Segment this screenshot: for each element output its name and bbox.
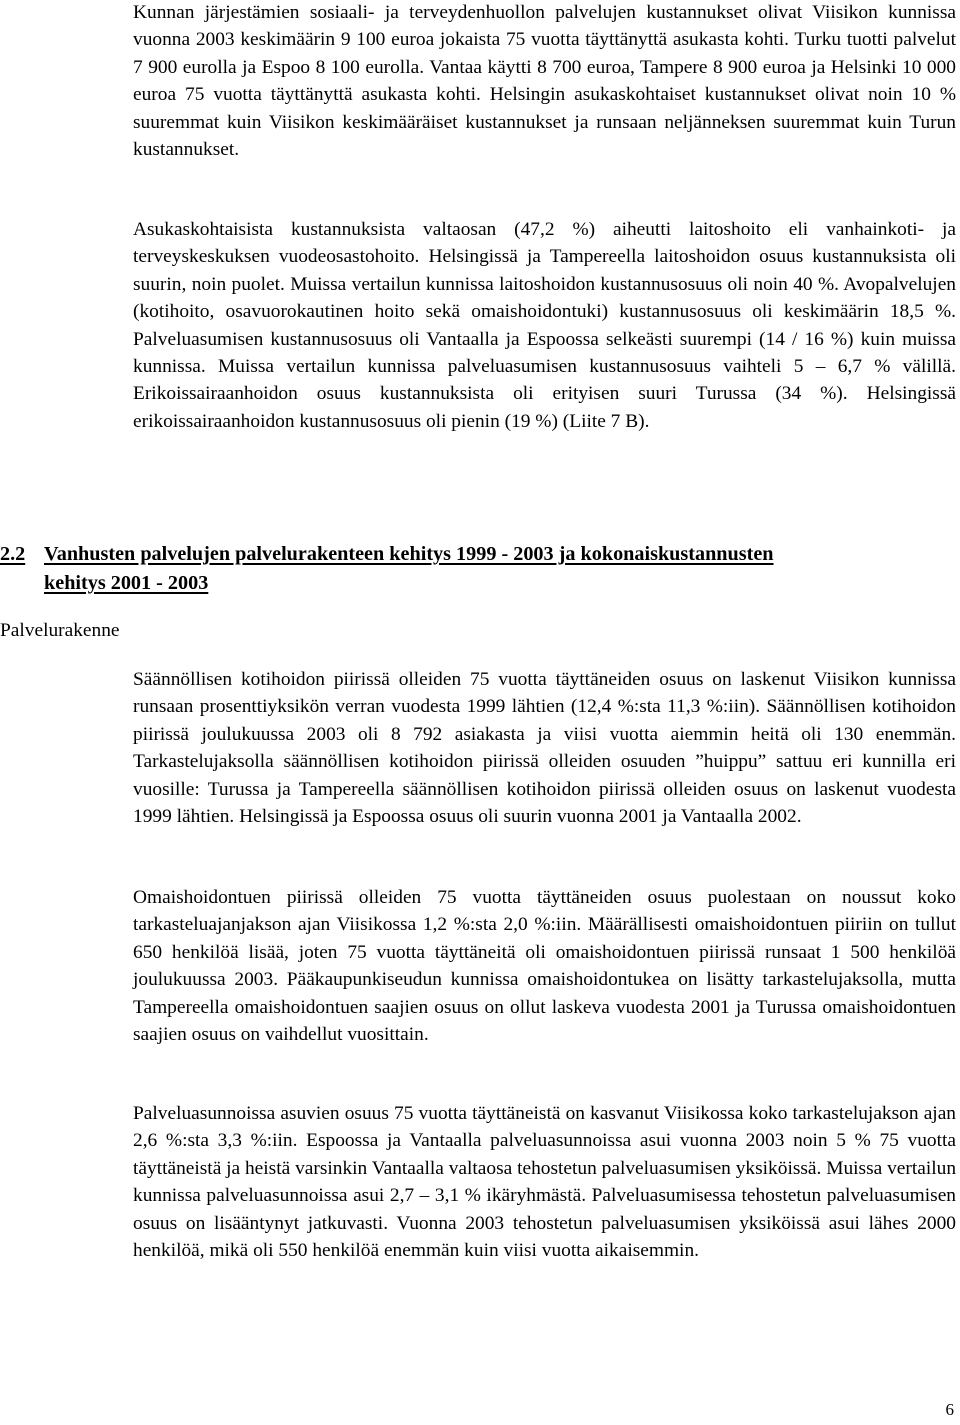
paragraph-cost-breakdown: Asukaskohtaisista kustannuksista valtaosan (47,2 %) aiheutti laitoshoito eli vanhainkoti- ja terveyskeskuksen vuodeosastohoito. Helsingissä ja Tampereella laitoshoidon osuus kustannuksista oli suurin, noin puolet. Muissa vertailun kunnissa laitoshoidon kustannusosuus oli noin 40 %. Avopalvelujen (kotihoito, osavuorokautinen hoito sekä omaishoidontuki) kustannusosuus oli keskimäärin 18,5 %. Palveluasumisen kustannusosuus oli Vantaalla ja Espoossa selkeästi suurempi (14 / 16 %) kuin muissa kunnissa. Muissa vertailun kunnissa palveluasumisen kustannusosuus vaihteli 5 – 6,7 % välillä. Erikoissairaanhoidon osuus kustannuksista oli erityisen suuri Turussa (34 %). Helsingissä erikoissairaanhoidon kustannusosuus oli pienin (19 %) (Liite 7 B).	[133, 219, 956, 432]
paragraph-service-housing: Palveluasunnoissa asuvien osuus 75 vuotta täyttäneistä on kasvanut Viisikossa koko tarkastelujakson ajan 2,6 %:sta 3,3 %:iin. Espoossa ja Vantaalla palveluasunnoissa asui vuonna 2003 noin 5 % 75 vuotta täyttäneistä ja heistä varsinkin Vantaalla valtaosa tehostetun palveluasumisen yksiköissä. Muissa vertailun kunnissa palveluasunnoissa asui 2,7 – 3,1 % ikäryhmästä. Palveluasumisessa tehostetun palveluasumisen osuus on lisääntynyt jatkuvasti. Vuonna 2003 tehostetun palveluasumisen yksiköissä asui lähes 2000 henkilöä, mikä oli 550 henkilöä enemmän kuin viisi vuotta aikaisemmin.	[133, 1103, 957, 1262]
paragraph-home-care: Säännöllisen kotihoidon piirissä olleiden 75 vuotta täyttäneiden osuus on laskenut Viisikon kunnissa runsaan prosenttiyksikön verran vuodesta 1999 lähtien (12,4 %:sta 11,3 %:iin). Säännöllisen kotihoidon piirissä joulukuussa 2003 oli 8 792 asiakasta ja viisi vuotta aiemmin heitä oli 130 enemmän. Tarkastelujaksolla säännöllisen kotihoidon piirissä olleiden osuuden ”huippu” sattuu eri kunnilla eri vuosille: Turussa ja Tampereella säännöllisen kotihoidon piirissä olleiden osuus on laskenut vuodesta 1999 lähtien. Helsingissä ja Espoossa osuus oli suurin vuonna 2001 ja Vantaalla 2002.	[133, 669, 956, 828]
paragraph-informal-care-support: Omaishoidontuen piirissä olleiden 75 vuotta täyttäneiden osuus puolestaan on noussut koko tarkasteluajanjakson ajan Viisikossa 1,2 %:sta 2,0 %:iin. Määrällisesti omaishoidontuen piiriin on tullut 650 henkilöä lisää, joten 75 vuotta täyttäneitä oli omaishoidontuen piirissä runsaat 1 500 henkilöä joulukuussa 2003. Pääkaupunkiseudun kunnissa omaishoidontukea on lisätty tarkastelujaksolla, mutta Tampereella omaishoidontuen saajien osuus on ollut laskeva vuodesta 2001 ja Turussa omaishoidontuen saajien osuus on vaihdellut vuosittain.	[133, 887, 956, 1046]
subheading-palvelurakenne: Palvelurakenne	[0, 620, 120, 641]
page-number: 6	[945, 1400, 954, 1419]
section-title-line1: Vanhusten palvelujen palvelurakenteen kehitys 1999 - 2003 ja kokonaiskustannusten	[44, 543, 774, 565]
paragraph-costs-per-resident: Kunnan järjestämien sosiaali- ja terveydenhuollon palvelujen kustannukset olivat Viisikon kunnissa vuonna 2003 keskimäärin 9 100 euroa jokaista 75 vuotta täyttänyttä asukasta kohti. Turku tuotti palvelut 7 900 eurolla ja Espoo 8 100 eurolla. Vantaa käytti 8 700 euroa, Tampere 8 900 euroa ja Helsinki 10 000 euroa 75 vuotta täyttänyttä asukasta kohti. Helsingin asukaskohtaiset kustannukset olivat noin 10 % suuremmat kuin Viisikon keskimääräiset kustannukset ja runsaan neljänneksen suuremmat kuin Turun kustannukset.	[133, 2, 956, 161]
section-title-line2: kehitys 2001 - 2003	[44, 572, 209, 594]
section-heading	[0, 540, 960, 598]
section-number: 2.2	[0, 543, 26, 565]
